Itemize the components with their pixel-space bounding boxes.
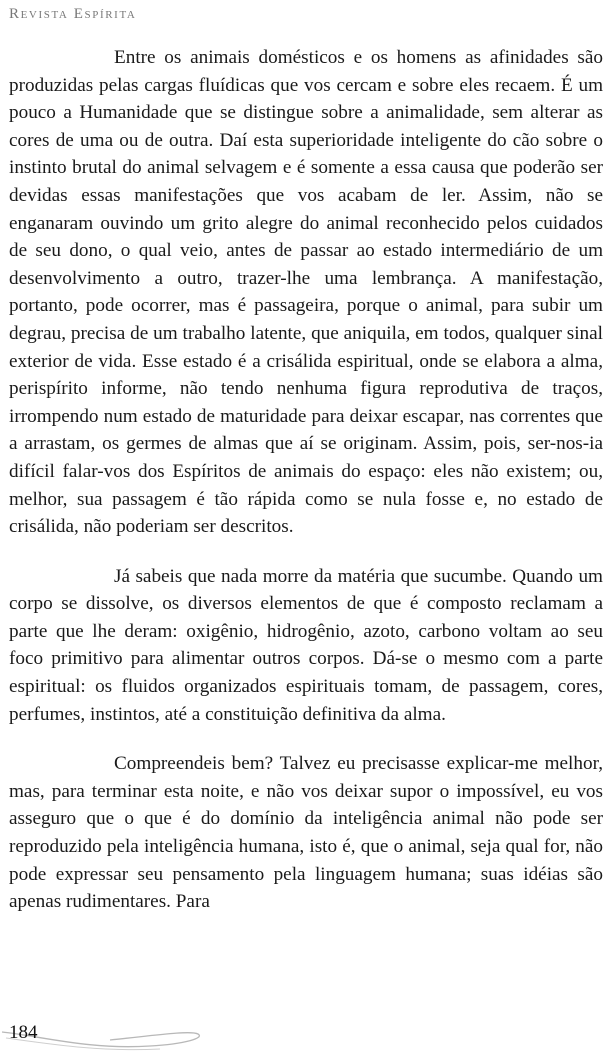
body-text <box>9 44 603 916</box>
paragraph: Compreendeis bem? Talvez eu precisasse explicar-me melhor, mas, para terminar esta noite, e não vos deixar supor o impossível, eu vos asseguro que o que é do domínio da inteligência animal não pode ser reproduzido pela inteligência humana, isto é, que o animal, seja qual for, não pode expressar seu pensamento pela linguagem humana; suas idéias são apenas rudimentares. Para <box>9 753 603 913</box>
paragraph: Entre os animais domésticos e os homens as afinidades são produzidas pelas cargas fluídicas que vos cercam e sobre eles recaem. É um pouco a Humanidade que se distingue sobre a animalidade, sem alterar as cores de uma ou de outra. Daí esta superioridade inteligente do cão sobre o instinto brutal do animal selvagem e é somente a essa causa que poderão ser devidas essas manifestações que vos acabam de ler. Assim, não se enganaram ouvindo um grito alegre do animal reconhecido pelos cuidados de seu dono, o qual veio, antes de passar ao estado intermediário de um desenvolvimento a outro, trazer-lhe uma lembrança. A manifestação, portanto, pode ocorrer, mas é passageira, porque o animal, para subir um degrau, precisa de um trabalho latente, que aniquila, em todos, qualquer sinal exterior de vida. Esse estado é a crisálida espiritual, onde se elabora a alma, perispírito informe, não tendo nenhuma figura reprodutiva de traços, irrompendo num estado de maturidade para deixar escapar, nas correntes que a arrastam, os germes de almas que aí se originam. Assim, pois, ser-nos-ia difícil falar-vos dos Espíritos de animais do espaço: eles não existem; ou, melhor, sua passagem é tão rápida como se nula fosse e, no estado de crisálida, não poderiam ser descritos. <box>9 47 603 538</box>
paragraph: Já sabeis que nada morre da matéria que sucumbe. Quando um corpo se dissolve, os diversos elementos de que é composto reclamam a parte que lhe deram: oxigênio, hidrogênio, azoto, carbono voltam ao seu foco primitivo para alimentar outros corpos. Dá-se o mesmo com a parte espiritual: os fluidos organizados espirituais tomam, de passagem, cores, perfumes, instintos, até a constituição definitiva da alma. <box>9 565 603 725</box>
running-head: Revista Espírita <box>9 6 137 22</box>
page-number: 184 <box>9 1022 38 1043</box>
